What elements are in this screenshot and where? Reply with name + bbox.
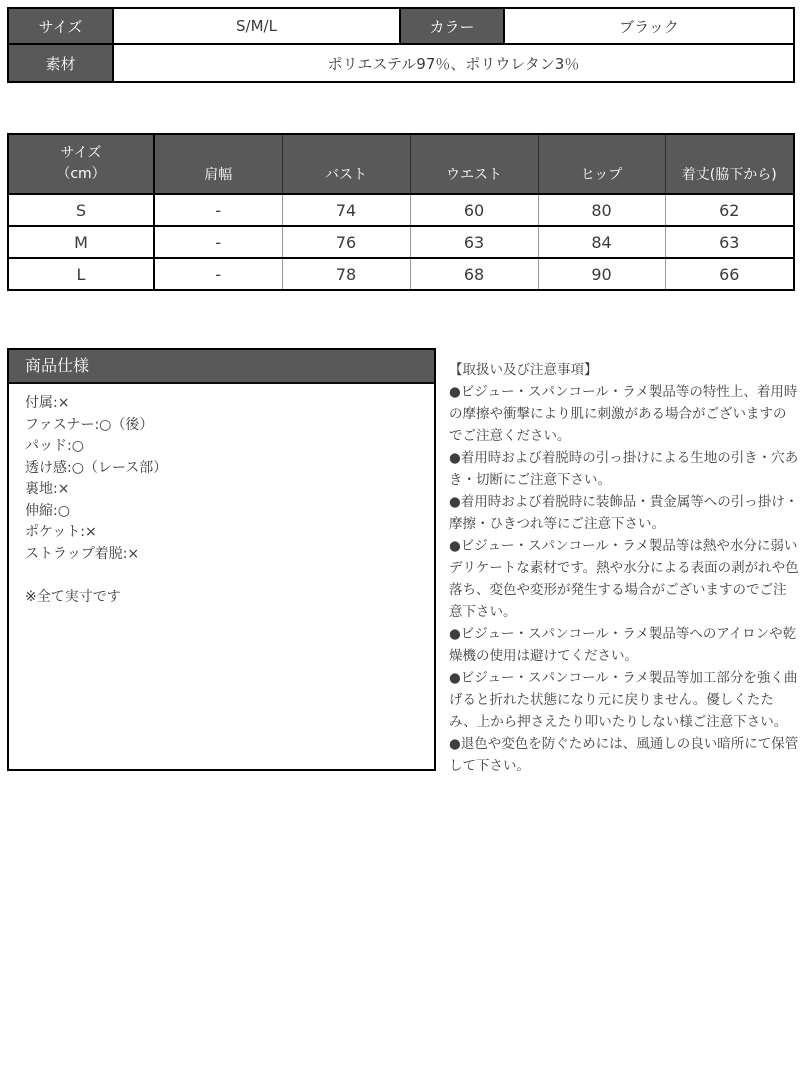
spec-item-accessories: 付属:× (25, 395, 70, 411)
care-note-snagging: ●着用時および着脱時の引っ掛けによる生地の引き・穴あき・切断にご注意下さい。 (449, 450, 799, 488)
spec-item-lining: 裏地:× (25, 481, 70, 497)
cell-size: L (8, 258, 154, 290)
size-chart-row-m (8, 226, 794, 258)
col-header-size-line2: （cm） (56, 166, 106, 182)
cell-waist: 63 (410, 226, 538, 258)
col-header-hip: ヒップ (538, 134, 665, 194)
care-note-bending: ●ビジュー・スパンコール・ラメ製品等加工部分を強く曲げると折れた状態になり元に戻りません。優しくたたみ、上から押さえたり叩いたりしない様ご注意下さい。 (449, 670, 798, 730)
spec-item-strap: ストラップ着脱:× (25, 545, 140, 562)
spec-item-pocket: ポケット:× (25, 524, 97, 540)
col-header-bust: バスト (282, 134, 410, 194)
spec-box-title: 商品仕様 (9, 350, 434, 384)
product-info-table (7, 7, 795, 83)
col-header-length: 着丈(脇下から) (665, 134, 794, 194)
spec-item-stretch: 伸縮:○ (25, 502, 70, 519)
spec-box-content (9, 384, 434, 608)
cell-bust: 78 (282, 258, 410, 290)
spec-item-sheerness: 透け感:○（レース部） (25, 459, 168, 476)
size-chart-table (7, 133, 795, 291)
cell-length: 63 (665, 226, 794, 258)
spec-item-fastener: ファスナー:○（後） (25, 416, 154, 433)
care-notes (449, 359, 799, 777)
cell-size: M (8, 226, 154, 258)
size-value: S/M/L (113, 8, 400, 44)
cell-length: 62 (665, 194, 794, 226)
col-header-shoulder: 肩幅 (154, 134, 282, 194)
col-header-size (8, 134, 154, 194)
cell-bust: 74 (282, 194, 410, 226)
cell-waist: 68 (410, 258, 538, 290)
care-notes-heading: 【取扱い及び注意事項】 (449, 362, 598, 378)
cell-shoulder: - (154, 258, 282, 290)
product-spec-box (7, 348, 436, 771)
cell-bust: 76 (282, 226, 410, 258)
info-row-size-color (8, 8, 794, 44)
material-label: 素材 (8, 44, 113, 82)
size-chart-header-row (8, 134, 794, 194)
spec-note: ※全て実寸です (25, 588, 121, 605)
care-note-storage: ●退色や変色を防ぐためには、風通しの良い暗所にて保管して下さい。 (449, 736, 799, 774)
care-note-heat-moisture: ●ビジュー・スパンコール・ラメ製品等は熱や水分に弱いデリケートな素材です。熱や水分による表面の剥がれや色落ち、変色や変形が発生する場合がございますのでご注意下さい。 (449, 538, 799, 620)
size-chart-row-l (8, 258, 794, 290)
color-label: カラー (400, 8, 504, 44)
cell-shoulder: - (154, 194, 282, 226)
spec-item-pad: パッド:○ (25, 438, 84, 454)
care-note-iron-dryer: ●ビジュー・スパンコール・ラメ製品等へのアイロンや乾燥機の使用は避けてください。 (449, 626, 797, 664)
cell-waist: 60 (410, 194, 538, 226)
cell-shoulder: - (154, 226, 282, 258)
cell-hip: 80 (538, 194, 665, 226)
material-value: ポリエステル97％、ポリウレタン3％ (113, 44, 794, 82)
size-chart-row-s (8, 194, 794, 226)
cell-length: 66 (665, 258, 794, 290)
info-row-material (8, 44, 794, 82)
cell-hip: 90 (538, 258, 665, 290)
col-header-size-line1: サイズ (60, 145, 102, 161)
color-value: ブラック (504, 8, 794, 44)
care-note-friction: ●ビジュー・スパンコール・ラメ製品等の特性上、着用時の摩擦や衝撃により肌に刺激がある場合がございますのでご注意ください。 (449, 384, 798, 444)
care-note-jewelry: ●着用時および着脱時に装飾品・貴金属等への引っ掛け・摩擦・ひきつれ等にご注意下さい。 (449, 494, 799, 532)
size-label: サイズ (8, 8, 113, 44)
cell-hip: 84 (538, 226, 665, 258)
col-header-waist: ウエスト (410, 134, 538, 194)
cell-size: S (8, 194, 154, 226)
